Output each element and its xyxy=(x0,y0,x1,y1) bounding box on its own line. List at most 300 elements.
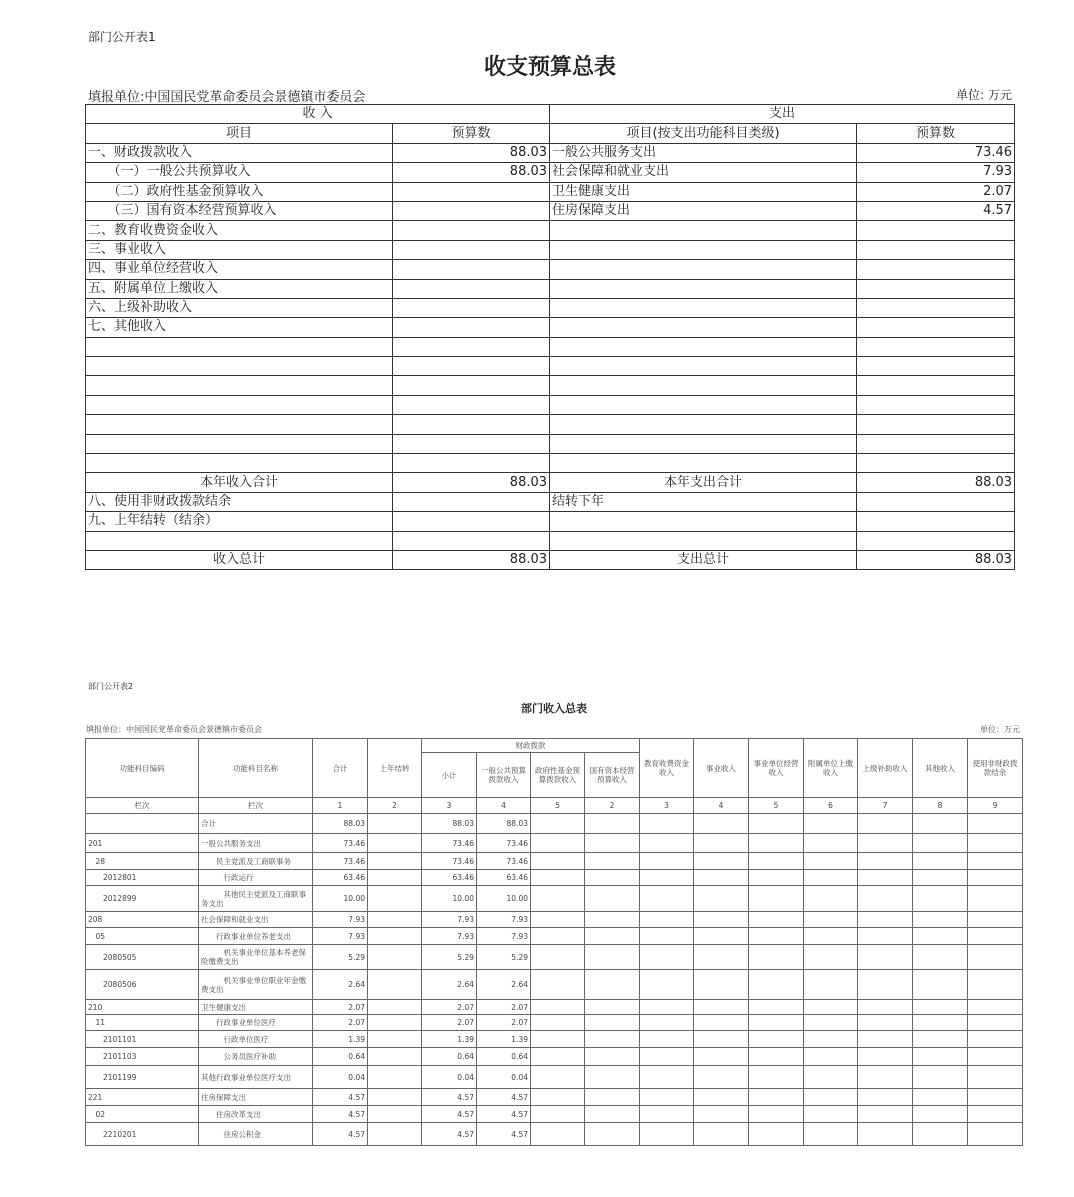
table-row xyxy=(86,814,1023,834)
income-item: 五、附属单位上缴收入 xyxy=(86,279,393,298)
cell xyxy=(749,886,804,912)
expense-item xyxy=(550,221,857,240)
table-row xyxy=(86,1000,1023,1015)
cell xyxy=(585,1123,640,1146)
name: 行政运行 xyxy=(199,870,313,886)
expense-item: 卫生健康支出 xyxy=(550,182,857,201)
table-row xyxy=(86,886,1023,912)
table-row xyxy=(86,492,1015,511)
cell xyxy=(913,1089,968,1106)
cell xyxy=(913,945,968,970)
cell xyxy=(858,970,913,1000)
column-number: 2 xyxy=(368,798,422,814)
table-row xyxy=(86,473,1015,492)
h-fiscal: 财政拨款 xyxy=(422,739,640,753)
table-row xyxy=(86,834,1023,853)
cell xyxy=(531,912,585,928)
cell xyxy=(640,1066,694,1089)
expense-budget xyxy=(857,434,1015,453)
subtotal: 4.57 xyxy=(422,1106,477,1123)
cell xyxy=(749,1066,804,1089)
income-item xyxy=(86,337,393,356)
table-row xyxy=(86,1048,1023,1066)
code: 2101199 xyxy=(86,1066,199,1089)
col-exp-item: 项目(按支出功能科目类级) xyxy=(550,124,857,143)
subtotal: 2.64 xyxy=(422,970,477,1000)
code: 05 xyxy=(86,928,199,945)
name: 机关事业单位职业年金缴费支出 xyxy=(199,970,313,1000)
name: 社会保障和就业支出 xyxy=(199,912,313,928)
total: 73.46 xyxy=(313,853,368,870)
table-row xyxy=(86,298,1015,317)
cell xyxy=(913,1031,968,1048)
carryover xyxy=(368,945,422,970)
table-row xyxy=(86,1089,1023,1106)
cell xyxy=(858,1066,913,1089)
subtotal: 4.57 xyxy=(422,1089,477,1106)
h-biz: 事业收入 xyxy=(694,739,749,798)
col-item: 项目 xyxy=(86,124,393,143)
cell xyxy=(585,1089,640,1106)
code: 2101103 xyxy=(86,1048,199,1066)
cell xyxy=(694,834,749,853)
carryover xyxy=(368,1106,422,1123)
column-number: 栏次 xyxy=(86,798,199,814)
cell xyxy=(585,1106,640,1123)
h-fund: 政府性基金预算拨款收入 xyxy=(531,753,585,798)
cell xyxy=(640,912,694,928)
name: 公务员医疗补助 xyxy=(199,1048,313,1066)
cell xyxy=(694,912,749,928)
income-budget xyxy=(393,221,550,240)
carryover xyxy=(368,834,422,853)
cell xyxy=(968,945,1023,970)
expense-item xyxy=(550,337,857,356)
table-row xyxy=(86,1066,1023,1089)
income-budget: 88.03 xyxy=(393,473,550,492)
cell xyxy=(640,945,694,970)
table-row xyxy=(86,1015,1023,1031)
general-budget: 4.57 xyxy=(477,1106,531,1123)
cell xyxy=(804,870,858,886)
table-row xyxy=(86,434,1015,453)
income-header: 收 入 xyxy=(86,105,550,124)
column-number: 栏次 xyxy=(199,798,313,814)
cell xyxy=(531,1106,585,1123)
name: 民主党派及工商联事务 xyxy=(199,853,313,870)
cell xyxy=(913,1123,968,1146)
income-budget xyxy=(393,454,550,473)
expense-item: 支出总计 xyxy=(550,550,857,569)
cell xyxy=(640,834,694,853)
table-row xyxy=(86,912,1023,928)
h-code: 功能科目编码 xyxy=(86,739,199,798)
table-row xyxy=(86,221,1015,240)
general-budget: 5.29 xyxy=(477,945,531,970)
income-budget xyxy=(393,201,550,220)
cell xyxy=(749,870,804,886)
table-row xyxy=(86,454,1015,473)
total: 0.04 xyxy=(313,1066,368,1089)
cell xyxy=(640,1000,694,1015)
cell xyxy=(694,814,749,834)
cell xyxy=(694,1000,749,1015)
income-item: （三）国有资本经营预算收入 xyxy=(86,201,393,220)
name: 行政事业单位养老支出 xyxy=(199,928,313,945)
cell xyxy=(804,1000,858,1015)
general-budget: 2.07 xyxy=(477,1000,531,1015)
cell xyxy=(640,1106,694,1123)
table-row xyxy=(86,512,1015,531)
income-item xyxy=(86,454,393,473)
cell xyxy=(531,1048,585,1066)
cell xyxy=(640,970,694,1000)
cell xyxy=(913,886,968,912)
income-item: 八、使用非财政拨款结余 xyxy=(86,492,393,511)
general-budget: 63.46 xyxy=(477,870,531,886)
general-budget: 7.93 xyxy=(477,928,531,945)
column-number: 4 xyxy=(694,798,749,814)
income-budget xyxy=(393,182,550,201)
table-row xyxy=(86,395,1015,414)
cell xyxy=(694,1106,749,1123)
general-budget: 73.46 xyxy=(477,834,531,853)
cell xyxy=(694,1123,749,1146)
cell xyxy=(694,853,749,870)
code: 11 xyxy=(86,1015,199,1031)
income-budget xyxy=(393,492,550,511)
column-number: 8 xyxy=(913,798,968,814)
h-oper: 事业单位经营收入 xyxy=(749,739,804,798)
subtotal: 2.07 xyxy=(422,1000,477,1015)
cell xyxy=(804,1066,858,1089)
cell xyxy=(531,1123,585,1146)
budget-summary-table xyxy=(85,104,1015,570)
name: 住房保障支出 xyxy=(199,1089,313,1106)
expense-item xyxy=(550,454,857,473)
cell xyxy=(640,1015,694,1031)
expense-item xyxy=(550,434,857,453)
table1-unit: 单位: 万元 xyxy=(956,88,1012,102)
total: 7.93 xyxy=(313,928,368,945)
carryover xyxy=(368,1066,422,1089)
table-row xyxy=(86,260,1015,279)
carryover xyxy=(368,1123,422,1146)
cell xyxy=(913,814,968,834)
cell xyxy=(968,814,1023,834)
column-number: 5 xyxy=(531,798,585,814)
cell xyxy=(694,970,749,1000)
cell xyxy=(531,928,585,945)
cell xyxy=(531,853,585,870)
income-item: 四、事业单位经营收入 xyxy=(86,260,393,279)
expense-budget: 7.93 xyxy=(857,163,1015,182)
income-budget xyxy=(393,531,550,550)
cell xyxy=(968,1000,1023,1015)
cell xyxy=(913,970,968,1000)
name: 合计 xyxy=(199,814,313,834)
income-item xyxy=(86,531,393,550)
cell xyxy=(913,1106,968,1123)
expense-budget xyxy=(857,357,1015,376)
subtotal: 73.46 xyxy=(422,853,477,870)
carryover xyxy=(368,970,422,1000)
cell xyxy=(749,1000,804,1015)
cell xyxy=(694,928,749,945)
expense-item xyxy=(550,512,857,531)
cell xyxy=(858,1106,913,1123)
expense-item: 本年支出合计 xyxy=(550,473,857,492)
cell xyxy=(585,1066,640,1089)
cell xyxy=(694,1048,749,1066)
code: 208 xyxy=(86,912,199,928)
expense-item: 住房保障支出 xyxy=(550,201,857,220)
expense-budget xyxy=(857,318,1015,337)
cell xyxy=(968,1066,1023,1089)
total: 88.03 xyxy=(313,814,368,834)
cell xyxy=(585,814,640,834)
cell xyxy=(804,928,858,945)
table-row xyxy=(86,870,1023,886)
cell xyxy=(858,1123,913,1146)
table-row xyxy=(86,240,1015,259)
table2-label: 部门公开表2 xyxy=(88,682,134,691)
cell xyxy=(694,1066,749,1089)
total: 63.46 xyxy=(313,870,368,886)
expense-item xyxy=(550,357,857,376)
income-item xyxy=(86,376,393,395)
cell xyxy=(804,1015,858,1031)
total: 2.64 xyxy=(313,970,368,1000)
total: 2.07 xyxy=(313,1015,368,1031)
cell xyxy=(640,928,694,945)
cell xyxy=(640,853,694,870)
cell xyxy=(913,853,968,870)
subtotal: 0.64 xyxy=(422,1048,477,1066)
subtotal: 1.39 xyxy=(422,1031,477,1048)
total: 73.46 xyxy=(313,834,368,853)
column-number: 6 xyxy=(804,798,858,814)
cell xyxy=(585,970,640,1000)
column-number: 4 xyxy=(477,798,531,814)
cell xyxy=(531,1089,585,1106)
cell xyxy=(749,928,804,945)
income-item xyxy=(86,357,393,376)
code: 2080505 xyxy=(86,945,199,970)
cell xyxy=(640,814,694,834)
general-budget: 0.04 xyxy=(477,1066,531,1089)
cell xyxy=(858,1089,913,1106)
column-number: 5 xyxy=(749,798,804,814)
column-number: 1 xyxy=(313,798,368,814)
cell xyxy=(968,912,1023,928)
cell xyxy=(531,970,585,1000)
table-row xyxy=(86,163,1015,182)
expense-item xyxy=(550,279,857,298)
total: 0.64 xyxy=(313,1048,368,1066)
cell xyxy=(640,1048,694,1066)
income-budget xyxy=(393,279,550,298)
income-budget xyxy=(393,434,550,453)
cell xyxy=(913,870,968,886)
h-carry: 上年结转 xyxy=(368,739,422,798)
income-budget: 88.03 xyxy=(393,163,550,182)
column-number: 2 xyxy=(585,798,640,814)
cell xyxy=(913,1048,968,1066)
expense-budget: 88.03 xyxy=(857,550,1015,569)
income-item: （一）一般公共预算收入 xyxy=(86,163,393,182)
cell xyxy=(749,834,804,853)
income-budget xyxy=(393,240,550,259)
cell xyxy=(749,1048,804,1066)
subtotal: 73.46 xyxy=(422,834,477,853)
subtotal: 4.57 xyxy=(422,1123,477,1146)
expense-budget xyxy=(857,531,1015,550)
expense-budget: 88.03 xyxy=(857,473,1015,492)
expense-item: 社会保障和就业支出 xyxy=(550,163,857,182)
total: 5.29 xyxy=(313,945,368,970)
cell xyxy=(968,1089,1023,1106)
column-number: 9 xyxy=(968,798,1023,814)
cell xyxy=(804,853,858,870)
cell xyxy=(968,870,1023,886)
cell xyxy=(749,1123,804,1146)
name: 其他民主党派及工商联事务支出 xyxy=(199,886,313,912)
general-budget: 10.00 xyxy=(477,886,531,912)
cell xyxy=(968,834,1023,853)
income-budget: 88.03 xyxy=(393,143,550,162)
cell xyxy=(913,834,968,853)
income-item: （二）政府性基金预算收入 xyxy=(86,182,393,201)
cell xyxy=(585,928,640,945)
column-number: 7 xyxy=(858,798,913,814)
income-budget xyxy=(393,260,550,279)
table1-label: 部门公开表1 xyxy=(88,30,156,44)
expense-budget xyxy=(857,240,1015,259)
cell xyxy=(531,814,585,834)
code: 201 xyxy=(86,834,199,853)
cell xyxy=(585,912,640,928)
cell xyxy=(640,1089,694,1106)
table-row xyxy=(86,945,1023,970)
name: 卫生健康支出 xyxy=(199,1000,313,1015)
cell xyxy=(531,1015,585,1031)
income-item: 一、财政拨款收入 xyxy=(86,143,393,162)
expense-budget xyxy=(857,298,1015,317)
cell xyxy=(749,945,804,970)
cell xyxy=(968,886,1023,912)
cell xyxy=(858,886,913,912)
income-budget xyxy=(393,337,550,356)
cell xyxy=(640,1031,694,1048)
subtotal: 88.03 xyxy=(422,814,477,834)
income-item: 九、上年结转（结余） xyxy=(86,512,393,531)
total: 7.93 xyxy=(313,912,368,928)
income-item: 六、上级补助收入 xyxy=(86,298,393,317)
cell xyxy=(749,853,804,870)
expense-item xyxy=(550,260,857,279)
subtotal: 0.04 xyxy=(422,1066,477,1089)
income-item xyxy=(86,434,393,453)
carryover xyxy=(368,928,422,945)
h-upper: 上级补助收入 xyxy=(858,739,913,798)
cell xyxy=(968,1031,1023,1048)
income-summary-table xyxy=(85,738,1023,1146)
name: 其他行政事业单位医疗支出 xyxy=(199,1066,313,1089)
income-item: 收入总计 xyxy=(86,550,393,569)
cell xyxy=(804,1123,858,1146)
general-budget: 2.07 xyxy=(477,1015,531,1031)
total: 4.57 xyxy=(313,1106,368,1123)
table-row xyxy=(86,1123,1023,1146)
carryover xyxy=(368,1048,422,1066)
cell xyxy=(531,870,585,886)
cell xyxy=(858,1048,913,1066)
cell xyxy=(858,1031,913,1048)
income-budget xyxy=(393,512,550,531)
cell xyxy=(968,853,1023,870)
cell xyxy=(749,912,804,928)
income-budget xyxy=(393,318,550,337)
cell xyxy=(749,1089,804,1106)
expense-budget xyxy=(857,492,1015,511)
cell xyxy=(640,1123,694,1146)
col-exp-budget: 预算数 xyxy=(857,124,1015,143)
expense-item xyxy=(550,298,857,317)
table-row xyxy=(86,531,1015,550)
cell xyxy=(749,970,804,1000)
carryover xyxy=(368,886,422,912)
name: 一般公共服务支出 xyxy=(199,834,313,853)
cell xyxy=(913,928,968,945)
table-row xyxy=(86,1031,1023,1048)
cell xyxy=(804,1048,858,1066)
h-nonfiscal: 使用非财政拨款结余 xyxy=(968,739,1023,798)
cell xyxy=(804,1106,858,1123)
cell xyxy=(968,1123,1023,1146)
column-number: 3 xyxy=(422,798,477,814)
cell xyxy=(913,912,968,928)
expense-budget xyxy=(857,260,1015,279)
table-row xyxy=(86,279,1015,298)
cell xyxy=(858,928,913,945)
income-budget xyxy=(393,298,550,317)
cell xyxy=(858,834,913,853)
name: 行政单位医疗 xyxy=(199,1031,313,1048)
cell xyxy=(585,870,640,886)
cell xyxy=(804,886,858,912)
cell xyxy=(585,1031,640,1048)
table-row xyxy=(86,415,1015,434)
cell xyxy=(804,945,858,970)
table-row xyxy=(86,853,1023,870)
expense-budget xyxy=(857,454,1015,473)
expense-budget xyxy=(857,512,1015,531)
h-edu: 教育收费资金收入 xyxy=(640,739,694,798)
expense-budget xyxy=(857,279,1015,298)
h-other: 其他收入 xyxy=(913,739,968,798)
h-state: 国有资本经营预算收入 xyxy=(585,753,640,798)
carryover xyxy=(368,1015,422,1031)
cell xyxy=(694,870,749,886)
cell xyxy=(531,1000,585,1015)
carryover xyxy=(368,1089,422,1106)
cell xyxy=(913,1015,968,1031)
subtotal: 63.46 xyxy=(422,870,477,886)
income-item: 三、事业收入 xyxy=(86,240,393,259)
total: 2.07 xyxy=(313,1000,368,1015)
table-row xyxy=(86,182,1015,201)
